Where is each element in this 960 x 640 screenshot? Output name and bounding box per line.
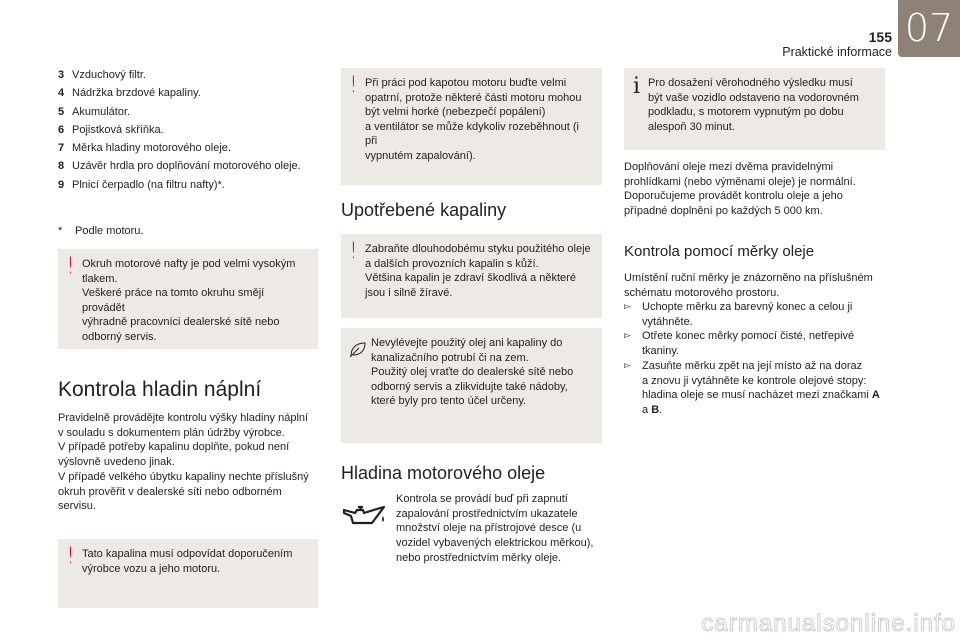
watermark bbox=[598, 606, 960, 640]
info-icon: i bbox=[633, 74, 641, 99]
dipstick-heading: Kontrola pomocí měrky oleje bbox=[624, 243, 815, 260]
levels-paragraph: Pravidelně provádějte kontrolu výšky hladiny náplní v souladu s dokumentem plán údržby výrobce. V případě potřeby kapalinu doplňte, pokud není výslovně uvedeno jinak. V případě velkého úbytku kapaliny nechte příslušný okruh prověřit v dealerské síti nebo odborném servisu. bbox=[58, 412, 309, 513]
footnote-mark: * bbox=[58, 225, 63, 237]
list-item: 8 Uzávěr hrdla pro doplňování motorového oleje. bbox=[58, 160, 301, 173]
warning-hot-text: Při práci pod kapotou motoru buďte velmi opatrní, protože některé části motoru mohou být velmi horké (nebezpečí popálení) a ventilátor se může kdykoliv rozeběhnout (i při vypnutém zapalování). bbox=[365, 77, 582, 162]
levels-heading: Kontrola hladin náplní bbox=[58, 378, 262, 401]
oil-level-text: Kontrola se provádí buď při zapnutí zapalování prostřednictvím ukazatele množství oleje na přístrojové desce (u vozidel vybavených elektrickou měrkou), nebo prostřednictvím měrky oleje. bbox=[396, 493, 594, 564]
warning-skin-text: Zabraňte dlouhodobému styku použitého oleje a dalších provozních kapalin s kůží. Většina kapalin je zdraví škodlivá a některé jsou i silně žíravé. bbox=[365, 243, 591, 299]
list-item: 9 Plnicí čerpadlo (na filtru nafty)*. bbox=[58, 178, 225, 191]
list-item: 7 Měrka hladiny motorového oleje. bbox=[58, 142, 231, 155]
footnote-text: Podle motoru. bbox=[75, 225, 144, 237]
list-item: ▻ Otřete konec měrky pomocí čisté, netřepivé tkaniny. bbox=[624, 330, 855, 358]
list-item: 5 Akumulátor. bbox=[58, 105, 131, 118]
warning-exclamation-icon: ! bbox=[66, 254, 75, 279]
watermark-text: carmanualsonline.info bbox=[701, 610, 956, 637]
section-title: Praktické informace bbox=[782, 45, 892, 59]
mark-b: B bbox=[651, 403, 660, 416]
chapter-badge: 07 bbox=[898, 0, 960, 57]
footnote bbox=[58, 225, 143, 237]
bullet-arrow-icon: ▻ bbox=[624, 360, 631, 371]
list-item: 4 Nádržka brzdové kapaliny. bbox=[58, 87, 201, 100]
component-list bbox=[58, 66, 320, 194]
used-fluids-heading: Upotřebené kapaliny bbox=[341, 200, 507, 220]
warning-box-fluid bbox=[58, 539, 318, 608]
dipstick-intro: Umístění ruční měrky je znázorněno na příslušném schématu motorového prostoru. bbox=[624, 272, 873, 299]
list-item: ▻ Uchopte měrku za barevný konec a celou ji vytáhněte. bbox=[624, 301, 853, 328]
bullet-arrow-icon: ▻ bbox=[624, 331, 631, 342]
eco-note-text: Nevylévejte použitý olej ani kapaliny do kanalizačního potrubí či na zem. Použitý olej vraťte do dealerské sítě nebo odborný servis a zlikvidujte také nádoby, které byly pro tento účel určeny. bbox=[371, 337, 574, 408]
bullet-arrow-icon: ▻ bbox=[624, 302, 631, 312]
warning-fluid-text: Tato kapalina musí odpovídat doporučením výrobce vozu a jeho motoru. bbox=[82, 548, 293, 575]
refill-paragraph: Doplňování oleje mezi dvěma pravidelnými prohlídkami (nebo výměnami oleje) je normální. Doporučujeme provádět kontrolu oleje a jeho případné doplnění po každých 5 000 km. bbox=[624, 161, 856, 218]
list-item: 6 Pojistková skříňka. bbox=[58, 123, 164, 136]
eco-note-box bbox=[341, 328, 602, 443]
warning-diesel-text: Okruh motorové nafty je pod velmi vysokým tlakem. Veškeré práce na tomto okruhu smějí provádět výhradně pracovníci dealerské sítě nebo odborný servis. bbox=[82, 258, 296, 343]
eco-leaf-icon bbox=[348, 340, 368, 358]
mark-a: A bbox=[871, 389, 880, 402]
info-box bbox=[624, 68, 885, 150]
warning-exclamation-icon: ! bbox=[66, 544, 75, 569]
warning-exclamation-icon: ! bbox=[349, 73, 358, 98]
info-note-text: Pro dosažení věrohodného výsledku musí být vaše vozidlo odstaveno na vodorovném podkladu, s motorem vypnutým po dobu alespoň 30 minut. bbox=[648, 77, 859, 133]
page-number: 155 bbox=[868, 29, 892, 45]
oil-level-heading: Hladina motorového oleje bbox=[341, 463, 546, 483]
warning-box-hot bbox=[341, 68, 602, 185]
warning-exclamation-icon: ! bbox=[349, 239, 358, 264]
list-item: ▻ Zasuňte měrku zpět na její místo až na doraz a znovu ji vytáhněte ke kontrole olejové stopy: hladina oleje se musí nacházet mezi značkami A a B. bbox=[624, 359, 880, 416]
oil-can-icon bbox=[342, 503, 386, 529]
warning-box-diesel bbox=[58, 249, 318, 349]
dipstick-steps bbox=[624, 300, 886, 418]
warning-box-skin bbox=[341, 234, 602, 318]
list-item: 3 Vzduchový filtr. bbox=[58, 69, 146, 81]
